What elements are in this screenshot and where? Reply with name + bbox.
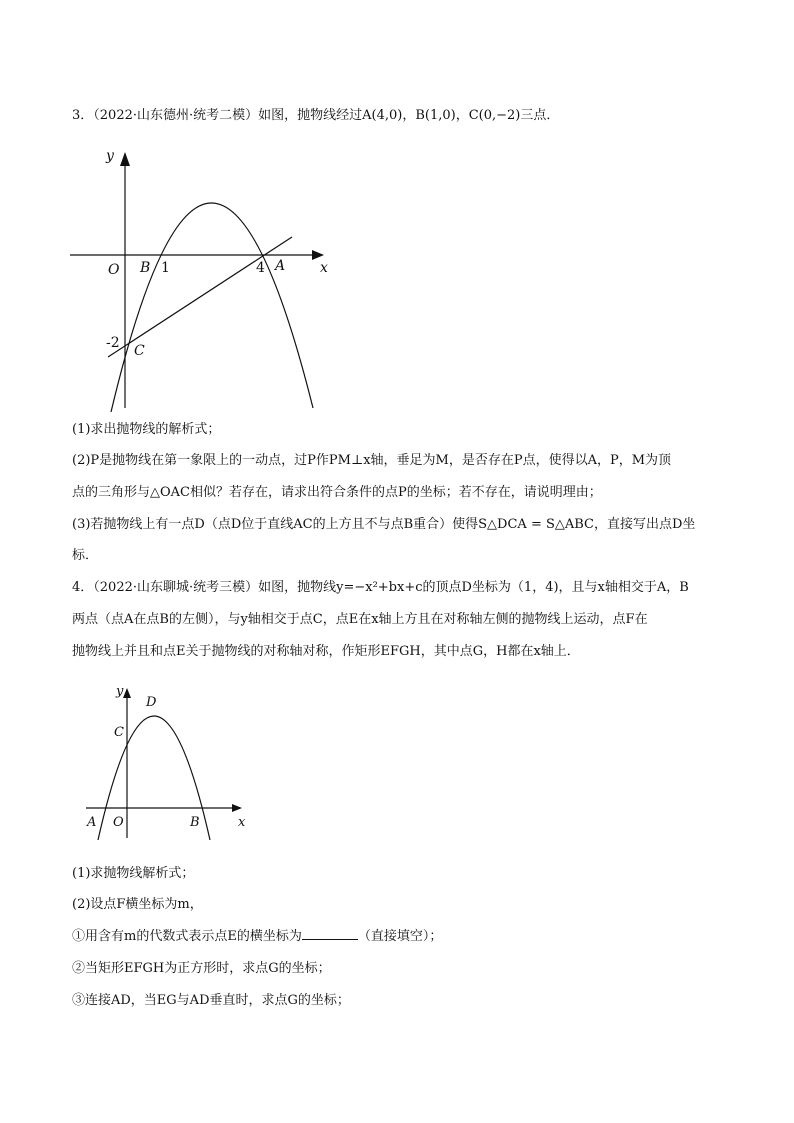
tick-neg2-label: -2 xyxy=(106,335,120,351)
q3-part2-line1: (2)P是抛物线在第一象限上的一动点，过P作PM⊥x轴，垂足为M，是否存在P点，使得以A，P，M为顶 xyxy=(72,453,672,468)
q4-line2: 两点（点A在点B的左侧），与y轴相交于点C，点E在x轴上方且在对称轴左侧的抛物线上运动，点F在 xyxy=(72,612,648,627)
x-axis-label: x xyxy=(320,260,328,276)
q4-figure xyxy=(82,678,254,840)
point-a-label: A xyxy=(275,258,286,274)
answer-blank xyxy=(302,927,358,940)
point-d-label: D xyxy=(146,695,157,710)
q4-sub3: ③连接AD，当EG与AD垂直时，求点G的坐标； xyxy=(72,993,350,1008)
q4-sub1 xyxy=(72,927,442,947)
q4-sub2: ②当矩形EFGH为正方形时，求点G的坐标； xyxy=(72,961,331,976)
x-axis-label: x xyxy=(238,815,246,830)
point-a-label: A xyxy=(87,815,97,830)
tick-4-label: 4 xyxy=(256,260,265,276)
origin-label: O xyxy=(108,262,120,278)
point-b-label: B xyxy=(190,815,200,830)
point-c-label: C xyxy=(134,343,145,359)
q4-part2: (2)设点F横坐标为m， xyxy=(72,897,203,912)
q3-part3-line2: 标． xyxy=(72,548,99,563)
origin-label: O xyxy=(113,815,124,830)
y-axis-label: y xyxy=(106,148,114,164)
point-b-label: B xyxy=(140,260,151,276)
q4-sub1-suffix: （直接填空）； xyxy=(357,929,443,944)
q3-header: 3．（2022·山东德州·统考二模）如图，抛物线经过A(4,0)，B(1,0)，C(0,−2)三点． xyxy=(72,108,560,123)
q3-part2-line2: 点的三角形与△OAC相似？若存在，请求出符合条件的点P的坐标；若不存在，请说明理由； xyxy=(72,485,602,500)
q4-sub1-text: ①用含有m的代数式表示点E的横坐标为 xyxy=(72,929,302,944)
q4-part1: (1)求抛物线解析式； xyxy=(72,866,195,881)
q3-part1: (1)求出抛物线的解析式； xyxy=(72,422,221,437)
q3-part3-line1: (3)若抛物线上有一点D（点D位于直线AC的上方且不与点B重合）使得S△DCA = S△ABC，直接写出点D坐 xyxy=(72,517,696,532)
y-axis-label: y xyxy=(116,684,124,699)
q4-line1: 4．（2022·山东聊城·统考三模）如图，抛物线y=−x²+bx+c的顶点D坐标为（1，4)，且与x轴相交于A，B xyxy=(72,580,689,595)
point-c-label: C xyxy=(114,725,124,740)
tick-1-label: 1 xyxy=(161,260,170,276)
q4-line3: 抛物线上并且和点E关于抛物线的对称轴对称，作矩形EFGH，其中点G，H都在x轴上． xyxy=(72,644,580,659)
q3-figure xyxy=(70,140,340,412)
